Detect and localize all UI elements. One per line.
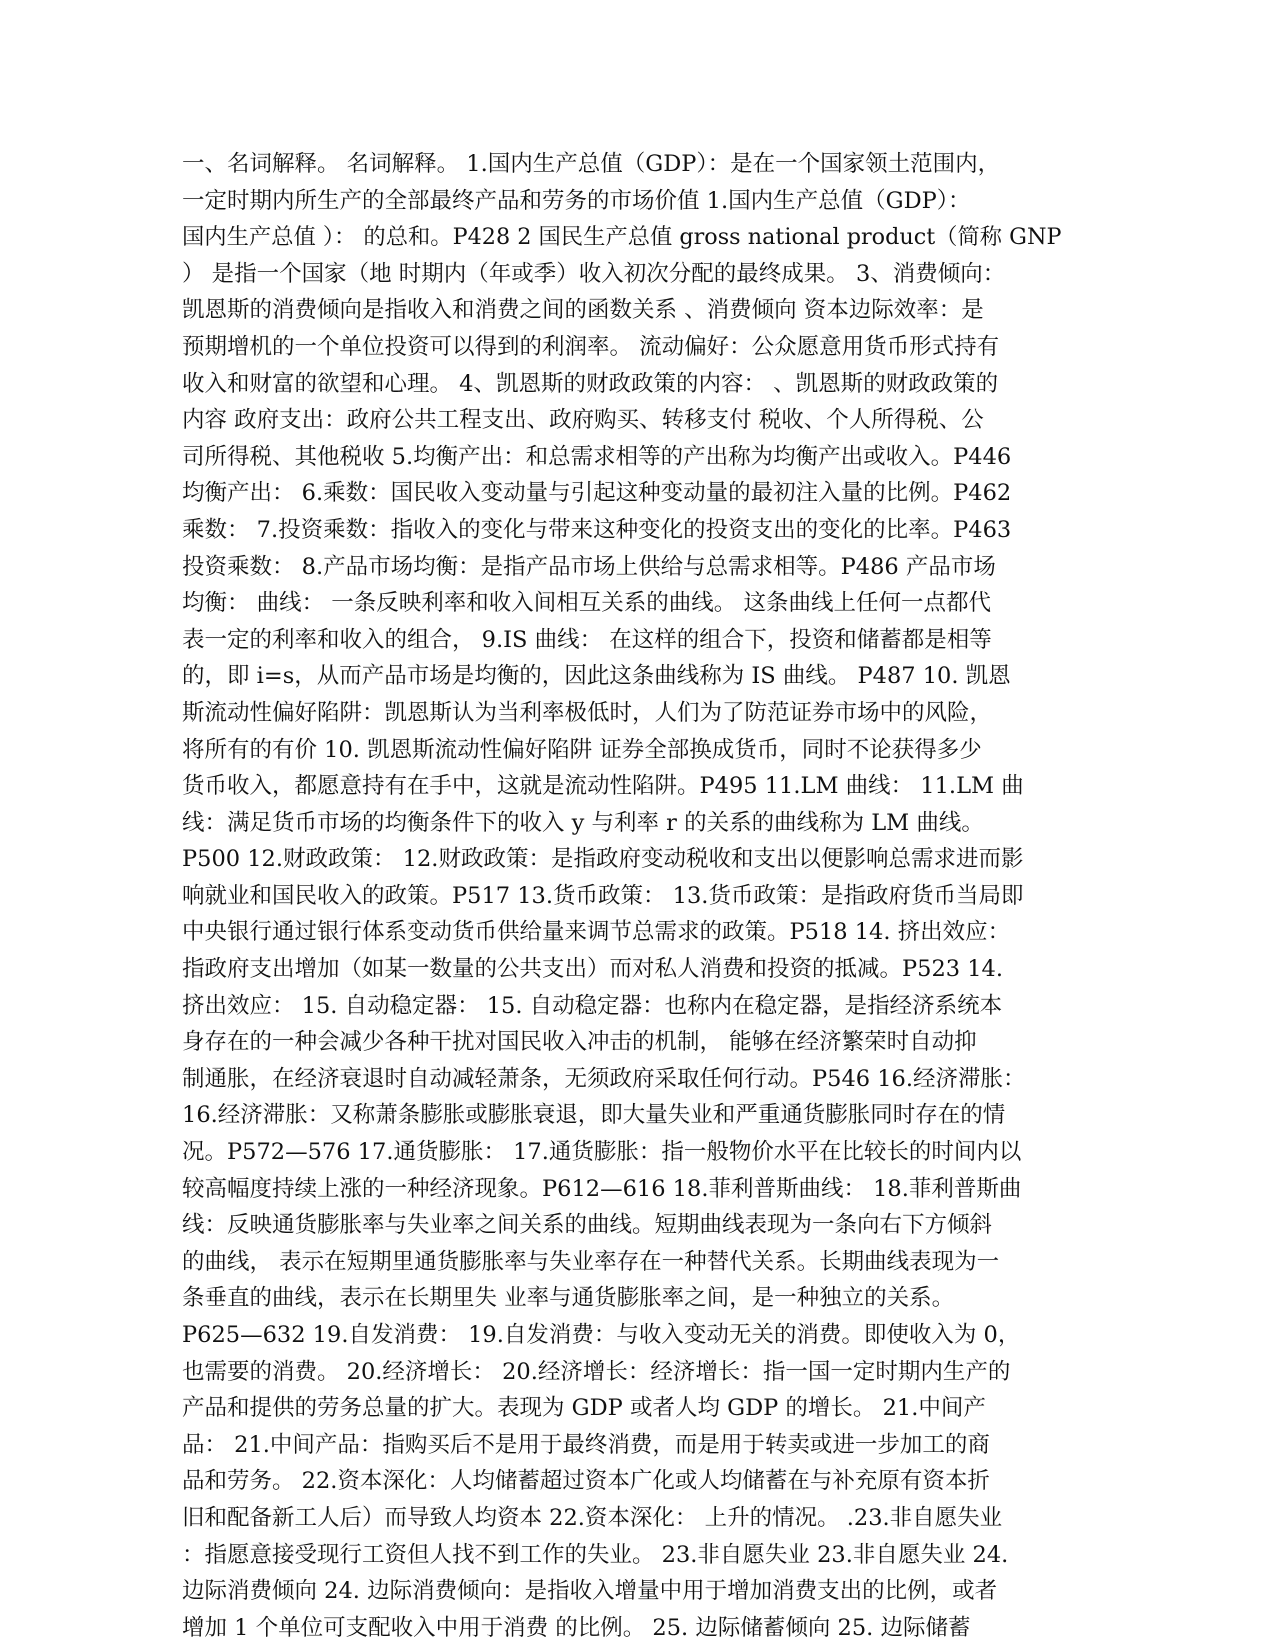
text-line: P500 12.财政政策： 12.财政政策：是指政府变动税收和支出以便影响总需求进而影 <box>182 846 1024 873</box>
text-line: 较高幅度持续上涨的一种经济现象。P612—616 18.菲利普斯曲线： 18.菲利普斯曲 <box>182 1175 1022 1202</box>
text-line: 线：反映通货膨胀率与失业率之间关系的曲线。短期曲线表现为一条向右下方倾斜 <box>182 1212 993 1239</box>
text-line: 产品和提供的劳务总量的扩大。表现为 GDP 或者人均 GDP 的增长。 21.中间产 <box>182 1395 986 1422</box>
text-line: 中央银行通过银行体系变动货币供给量来调节总需求的政策。P518 14. 挤出效应： <box>182 919 1011 946</box>
text-line: 线：满足货币市场的均衡条件下的收入 y 与利率 r 的关系的曲线称为 LM 曲线。 <box>182 809 984 836</box>
text-line: 斯流动性偏好陷阱：凯恩斯认为当利率极低时，人们为了防范证券市场中的风险， <box>182 699 993 726</box>
text-line: 16.经济滞胀：又称萧条膨胀或膨胀衰退，即大量失业和严重通货膨胀同时存在的情 <box>182 1102 1006 1129</box>
text-line: 投资乘数： 8.产品市场均衡：是指产品市场上供给与总需求相等。P486 产品市场 <box>182 553 996 580</box>
text-line: 品： 21.中间产品：指购买后不是用于最终消费，而是用于转卖或进一步加工的商 <box>182 1431 990 1458</box>
text-line: 收入和财富的欲望和心理。 4、凯恩斯的财政政策的内容： 、凯恩斯的财政政策的 <box>182 370 999 397</box>
text-line: 边际消费倾向 24. 边际消费倾向：是指收入增量中用于增加消费支出的比例，或者 <box>182 1578 998 1605</box>
text-line: 乘数： 7.投资乘数：指收入的变化与带来这种变化的投资支出的变化的比率。P463 <box>182 516 1012 543</box>
text-line: 也需要的消费。 20.经济增长： 20.经济增长：经济增长：指一国一定时期内生产的 <box>182 1358 1011 1385</box>
text-line: 预期增机的一个单位投资可以得到的利润率。 流动偏好：公众愿意用货币形式持有 <box>182 333 1000 360</box>
document-body <box>182 146 1062 1646</box>
text-line: 货币收入，都愿意持有在手中，这就是流动性陷阱。P495 11.LM 曲线： 11.LM 曲 <box>182 773 1024 800</box>
text-line: 将所有的有价 10. 凯恩斯流动性偏好陷阱 证券全部换成货币，同时不论获得多少 <box>182 736 982 763</box>
text-line: 指政府支出增加（如某一数量的公共支出）而对私人消费和投资的抵减。P523 14. <box>182 956 1004 983</box>
text-line: 制通胀，在经济衰退时自动减轻萧条，无须政府采取任何行动。P546 16.经济滞胀： <box>182 1065 1026 1092</box>
text-line: 条垂直的曲线，表示在长期里失 业率与通货膨胀率之间，是一种独立的关系。 <box>182 1285 955 1312</box>
text-line: 表一定的利率和收入的组合， 9.IS 曲线： 在这样的组合下，投资和储蓄都是相等 <box>182 626 992 653</box>
text-line: 挤出效应： 15. 自动稳定器： 15. 自动稳定器：也称内在稳定器，是指经济系统本 <box>182 992 1003 1019</box>
text-line: 旧和配备新工人后）而导致人均资本 22.资本深化： 上升的情况。 .23.非自愿失业 <box>182 1504 1003 1531</box>
text-line: 的，即 i=s，从而产品市场是均衡的，因此这条曲线称为 IS 曲线。 P487 10. 凯恩 <box>182 663 1011 690</box>
text-line: 一、名词解释。 名词解释。 1.国内生产总值（GDP）：是在一个国家领土范围内， <box>182 151 1001 177</box>
text-line: 况。P572—576 17.通货膨胀： 17.通货膨胀：指一般物价水平在比较长的时间内以 <box>182 1139 1022 1166</box>
text-line: 增加 1 个单位可支配收入中用于消费 的比例。 25. 边际储蓄倾向 25. 边际储蓄 <box>182 1614 971 1641</box>
text-line: 一定时期内所生产的全部最终产品和劳务的市场价值 1.国内生产总值（GDP）： <box>182 187 971 214</box>
text-line: 品和劳务。 22.资本深化：人均储蓄超过资本广化或人均储蓄在与补充原有资本折 <box>182 1468 990 1495</box>
text-line: 内容 政府支出：政府公共工程支出、政府购买、转移支付 税收、个人所得税、公 <box>182 407 984 434</box>
text-line: 司所得税、其他税收 5.均衡产出：和总需求相等的产出称为均衡产出或收入。P446 <box>182 443 1012 470</box>
text-line: 均衡产出： 6.乘数：国民收入变动量与引起这种变动量的最初注入量的比例。P462 <box>182 480 1012 507</box>
text-line: 身存在的一种会减少各种干扰对国民收入冲击的机制， 能够在经济繁荣时自动抑 <box>182 1029 977 1056</box>
text-line: ） 是指一个国家（地 时期内（年或季）收入初次分配的最终成果。 3、消费倾向： <box>182 260 1006 287</box>
text-line: 的曲线， 表示在短期里通货膨胀率与失业率存在一种替代关系。长期曲线表现为一 <box>182 1248 1000 1275</box>
text-line: 国内生产总值 ）： 的总和。P428 2 国民生产总值 gross national product（简称 GNP <box>182 224 1062 251</box>
text-line: ：指愿意接受现行工资但人找不到工作的失业。 23.非自愿失业 23.非自愿失业 24. <box>182 1541 1009 1568</box>
text-line: 响就业和国民收入的政策。P517 13.货币政策： 13.货币政策：是指政府货币当局即 <box>182 882 1024 909</box>
text-line: 凯恩斯的消费倾向是指收入和消费之间的函数关系 、消费倾向 资本边际效率：是 <box>182 297 984 324</box>
text-line: 均衡： 曲线： 一条反映利率和收入间相互关系的曲线。 这条曲线上任何一点都代 <box>182 590 991 617</box>
text-line: P625—632 19.自发消费： 19.自发消费：与收入变动无关的消费。即使收入为 0， <box>182 1322 1021 1348</box>
